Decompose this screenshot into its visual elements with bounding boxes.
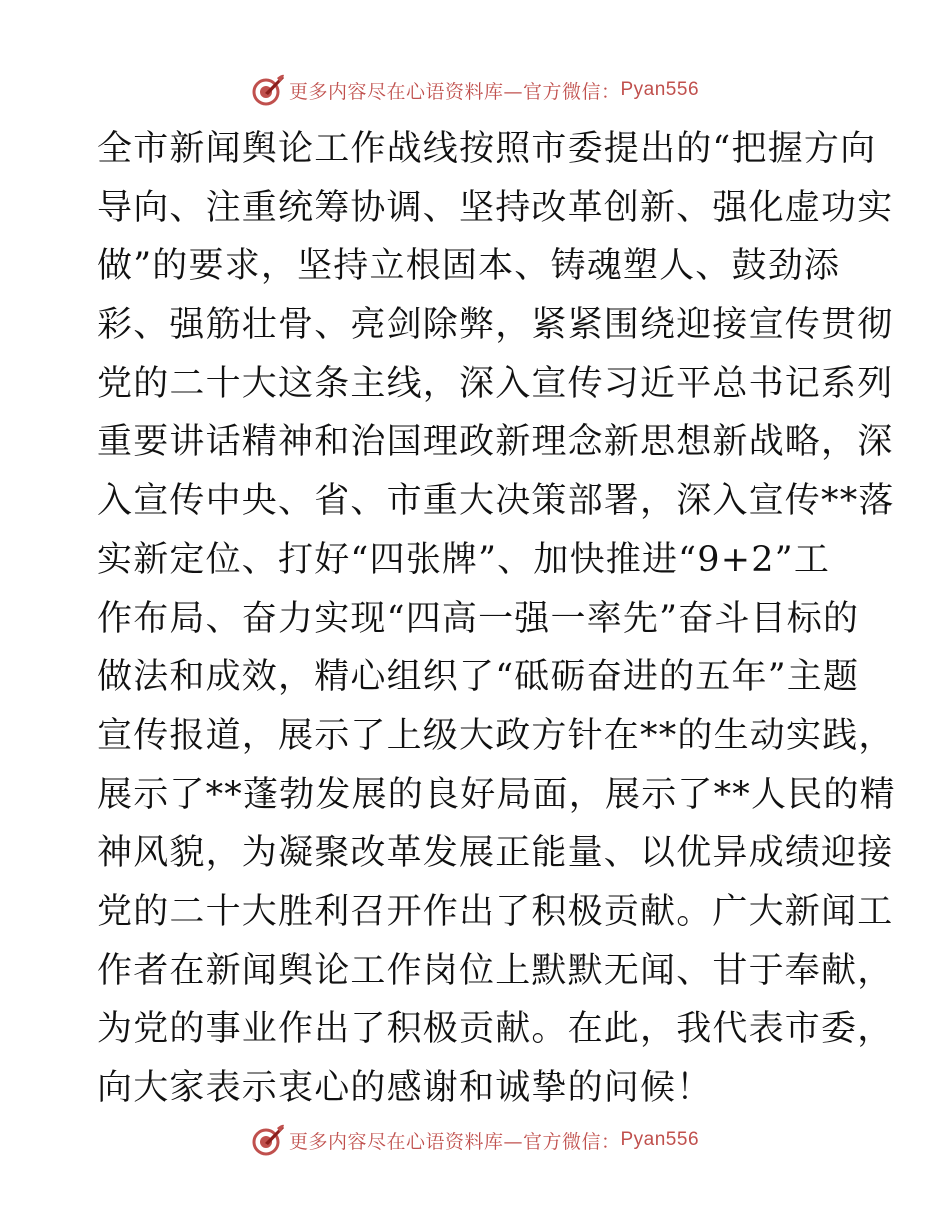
text-line: 入宣传中央、省、市重大决策部署，深入宣传**落 bbox=[97, 481, 895, 522]
text-line: 做”的要求，坚持立根固本、铸魂塑人、鼓劲添 bbox=[97, 246, 841, 287]
text-line: 神风貌，为凝聚改革发展正能量、以优异成绩迎接 bbox=[97, 833, 894, 874]
watermark-text: 更多内容尽在心语资料库—官方微信： bbox=[288, 1130, 621, 1153]
watermark-contact: Pyan556 bbox=[620, 1129, 700, 1150]
text-line: 做法和成效，精心组织了“砥砺奋进的五年”主题 bbox=[97, 657, 860, 698]
quill-seal-icon bbox=[251, 73, 285, 107]
text-line: 向大家表示衷心的感谢和诚挚的问候！ bbox=[97, 1068, 713, 1108]
text-line: 作者在新闻舆论工作岗位上默默无闻、甘于奉献， bbox=[97, 950, 894, 991]
text-line: 重要讲话精神和治国理政新理念新思想新战略，深 bbox=[97, 422, 894, 463]
text-line: 全市新闻舆论工作战线按照市委提出的“把握方向 bbox=[97, 129, 877, 169]
quill-seal-icon bbox=[251, 1123, 285, 1157]
watermark-contact: Pyan556 bbox=[620, 79, 700, 100]
header-watermark bbox=[0, 70, 950, 110]
text-line: 展示了**蓬勃发展的良好局面，展示了**人民的精 bbox=[97, 774, 896, 815]
text-line: 党的二十大这条主线，深入宣传习近平总书记系列 bbox=[97, 363, 894, 404]
text-line: 彩、强筋壮骨、亮剑除弊，紧紧围绕迎接宣传贯彻 bbox=[97, 305, 894, 346]
text-line: 导向、注重统筹协调、坚持改革创新、强化虚功实 bbox=[97, 187, 894, 228]
text-line: 为党的事业作出了积极贡献。在此，我代表市委， bbox=[97, 1009, 894, 1050]
text-line: 作布局、奋力实现“四高一强一率先”奋斗目标的 bbox=[97, 598, 860, 639]
document-body bbox=[97, 120, 896, 1118]
text-line: 党的二十大胜利召开作出了积极贡献。广大新闻工 bbox=[97, 891, 894, 932]
text-line: 宣传报道，展示了上级大政方针在**的生动实践， bbox=[97, 715, 895, 756]
footer-watermark bbox=[0, 1120, 950, 1160]
text-line: 实新定位、打好“四张牌”、加快推进“9+2”工 bbox=[97, 539, 831, 580]
watermark-text: 更多内容尽在心语资料库—官方微信： bbox=[288, 80, 621, 103]
